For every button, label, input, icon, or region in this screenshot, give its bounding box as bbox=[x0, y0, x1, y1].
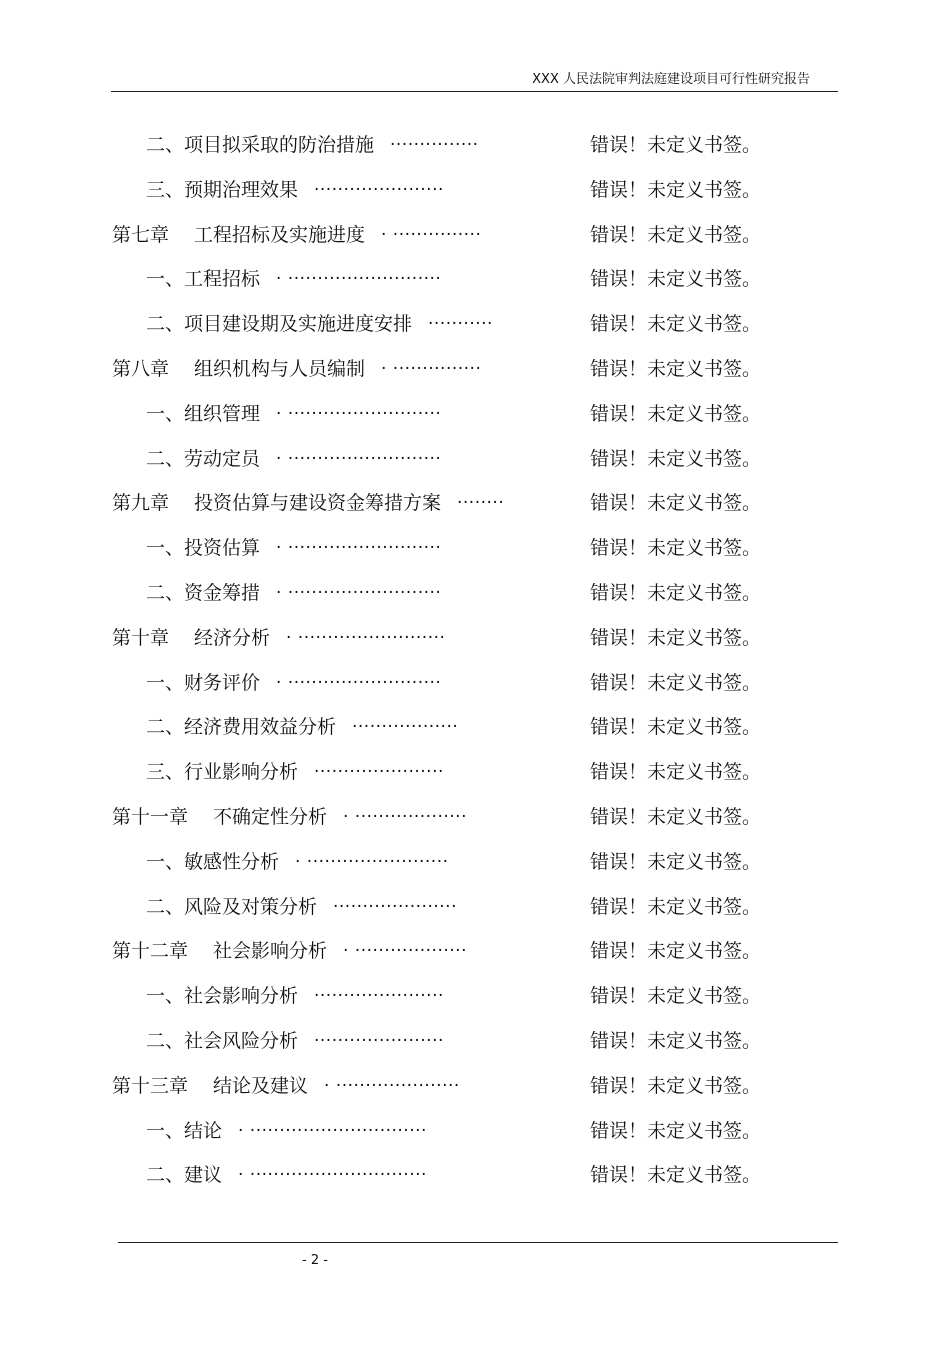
toc-chapter-entry[interactable] bbox=[0, 210, 950, 255]
toc-page-reference: 错误！未定义书签。 bbox=[590, 581, 762, 604]
toc-chapter-entry[interactable] bbox=[0, 1061, 950, 1106]
toc-page-reference: 错误！未定义书签。 bbox=[590, 313, 762, 336]
toc-section-entry[interactable] bbox=[0, 837, 950, 882]
toc-leader-dots: . .......................... bbox=[276, 264, 442, 285]
toc-section-entry[interactable] bbox=[0, 165, 950, 210]
toc-leader-dots: . ................... bbox=[343, 936, 467, 957]
toc-entry-title: 二、社会风险分析 bbox=[146, 1029, 299, 1052]
toc-entry-title: 第八章 组织机构与人员编制 bbox=[112, 357, 366, 380]
toc-page-reference: 错误！未定义书签。 bbox=[590, 178, 762, 201]
toc-section-entry[interactable] bbox=[0, 523, 950, 568]
toc-section-entry[interactable] bbox=[0, 658, 950, 703]
toc-page-reference: 错误！未定义书签。 bbox=[590, 761, 762, 784]
toc-page-reference: 错误！未定义书签。 bbox=[590, 134, 762, 156]
toc-section-entry[interactable] bbox=[0, 1150, 950, 1195]
toc-leader-dots: ...................... bbox=[314, 1025, 444, 1046]
toc-section-entry[interactable] bbox=[0, 434, 950, 479]
toc-section-entry[interactable] bbox=[0, 254, 950, 299]
toc-entry-title: 第九章 投资估算与建设资金筹措方案 bbox=[112, 492, 442, 515]
toc-entry-title: 一、结论 bbox=[146, 1119, 223, 1142]
toc-page-reference: 错误！未定义书签。 bbox=[590, 1164, 762, 1187]
toc-entry-title: 二、风险及对策分析 bbox=[146, 895, 318, 918]
toc-leader-dots: ............... bbox=[390, 130, 479, 150]
toc-leader-dots: ........... bbox=[428, 309, 493, 330]
toc-entry-title: 一、组织管理 bbox=[146, 402, 261, 425]
toc-page-reference: 错误！未定义书签。 bbox=[590, 268, 762, 291]
toc-leader-dots: . .......................... bbox=[276, 398, 442, 419]
toc-entry-title: 一、投资估算 bbox=[146, 537, 261, 560]
toc-leader-dots: ..................... bbox=[333, 891, 457, 912]
toc-leader-dots: . .......................... bbox=[276, 533, 442, 554]
running-header: XXX 人民法院审判法庭建设项目可行性研究报告 bbox=[532, 72, 810, 87]
toc-leader-dots: ...................... bbox=[314, 174, 444, 195]
toc-chapter-entry[interactable] bbox=[0, 344, 950, 389]
toc-page-reference: 错误！未定义书签。 bbox=[590, 357, 762, 380]
toc-page-reference: 错误！未定义书签。 bbox=[590, 940, 762, 963]
toc-page-reference: 错误！未定义书签。 bbox=[590, 1029, 762, 1052]
toc-chapter-entry[interactable] bbox=[0, 478, 950, 523]
toc-chapter-entry[interactable] bbox=[0, 792, 950, 837]
toc-entry-title: 第十一章 不确定性分析 bbox=[112, 805, 328, 828]
toc-page-reference: 错误！未定义书签。 bbox=[590, 671, 762, 694]
toc-page-reference: 错误！未定义书签。 bbox=[590, 626, 762, 649]
toc-section-entry[interactable] bbox=[0, 747, 950, 792]
toc-page-reference: 错误！未定义书签。 bbox=[590, 492, 762, 515]
toc-leader-dots: . ............... bbox=[381, 353, 482, 374]
table-of-contents bbox=[0, 120, 950, 1195]
toc-page-reference: 错误！未定义书签。 bbox=[590, 805, 762, 828]
toc-entry-title: 一、财务评价 bbox=[146, 671, 261, 694]
toc-leader-dots: . .......................... bbox=[276, 667, 442, 688]
toc-entry-title: 一、敏感性分析 bbox=[146, 850, 280, 873]
toc-page-reference: 错误！未定义书签。 bbox=[590, 850, 762, 873]
toc-entry-title: 三、预期治理效果 bbox=[146, 178, 299, 201]
toc-leader-dots: ........ bbox=[457, 488, 505, 509]
toc-chapter-entry[interactable] bbox=[0, 613, 950, 658]
toc-page-reference: 错误！未定义书签。 bbox=[590, 537, 762, 560]
toc-page-reference: 错误！未定义书签。 bbox=[590, 1074, 762, 1097]
toc-entry-title: 二、项目拟采取的防治措施 bbox=[146, 134, 375, 156]
toc-entry-title: 一、工程招标 bbox=[146, 268, 261, 291]
toc-entry-title: 第七章 工程招标及实施进度 bbox=[112, 223, 366, 246]
toc-entry-title: 第十章 经济分析 bbox=[112, 626, 271, 649]
toc-leader-dots: . ..................... bbox=[324, 1070, 460, 1091]
footer-divider bbox=[118, 1242, 838, 1243]
toc-entry-title: 二、劳动定员 bbox=[146, 447, 261, 470]
toc-entry-title: 二、经济费用效益分析 bbox=[146, 716, 337, 739]
toc-section-entry[interactable] bbox=[0, 299, 950, 344]
page-number: - 2 - bbox=[302, 1253, 328, 1268]
toc-entry-title: 第十二章 社会影响分析 bbox=[112, 940, 328, 963]
toc-page-reference: 错误！未定义书签。 bbox=[590, 1119, 762, 1142]
toc-entry-title: 一、社会影响分析 bbox=[146, 985, 299, 1008]
toc-section-entry[interactable] bbox=[0, 389, 950, 434]
toc-leader-dots: .................. bbox=[352, 712, 459, 733]
toc-section-entry[interactable] bbox=[0, 568, 950, 613]
toc-page-reference: 错误！未定义书签。 bbox=[590, 223, 762, 246]
toc-leader-dots: . ........................ bbox=[295, 846, 449, 867]
header-divider bbox=[111, 91, 838, 92]
toc-chapter-entry[interactable] bbox=[0, 926, 950, 971]
toc-page-reference: 错误！未定义书签。 bbox=[590, 895, 762, 918]
toc-section-entry[interactable] bbox=[0, 971, 950, 1016]
toc-entry-title: 第十三章 结论及建议 bbox=[112, 1074, 309, 1097]
toc-leader-dots: . .............................. bbox=[238, 1115, 427, 1136]
toc-entry-title: 二、资金筹措 bbox=[146, 581, 261, 604]
toc-entry-title: 二、建议 bbox=[146, 1164, 223, 1187]
toc-entry-title: 三、行业影响分析 bbox=[146, 761, 299, 784]
toc-leader-dots: . ................... bbox=[343, 801, 467, 822]
toc-page-reference: 错误！未定义书签。 bbox=[590, 716, 762, 739]
toc-section-entry[interactable] bbox=[0, 702, 950, 747]
toc-section-entry[interactable] bbox=[0, 120, 950, 165]
toc-leader-dots: . .............................. bbox=[238, 1160, 427, 1181]
toc-leader-dots: ...................... bbox=[314, 981, 444, 1002]
toc-leader-dots: . .......................... bbox=[276, 577, 442, 598]
toc-page-reference: 错误！未定义书签。 bbox=[590, 985, 762, 1008]
toc-page-reference: 错误！未定义书签。 bbox=[590, 402, 762, 425]
toc-leader-dots: . ............... bbox=[381, 219, 482, 240]
toc-page-reference: 错误！未定义书签。 bbox=[590, 447, 762, 470]
toc-section-entry[interactable] bbox=[0, 1016, 950, 1061]
toc-section-entry[interactable] bbox=[0, 882, 950, 927]
toc-leader-dots: . ......................... bbox=[286, 622, 446, 643]
toc-section-entry[interactable] bbox=[0, 1106, 950, 1151]
toc-leader-dots: . .......................... bbox=[276, 443, 442, 464]
toc-leader-dots: ...................... bbox=[314, 757, 444, 778]
toc-entry-title: 二、项目建设期及实施进度安排 bbox=[146, 313, 413, 336]
